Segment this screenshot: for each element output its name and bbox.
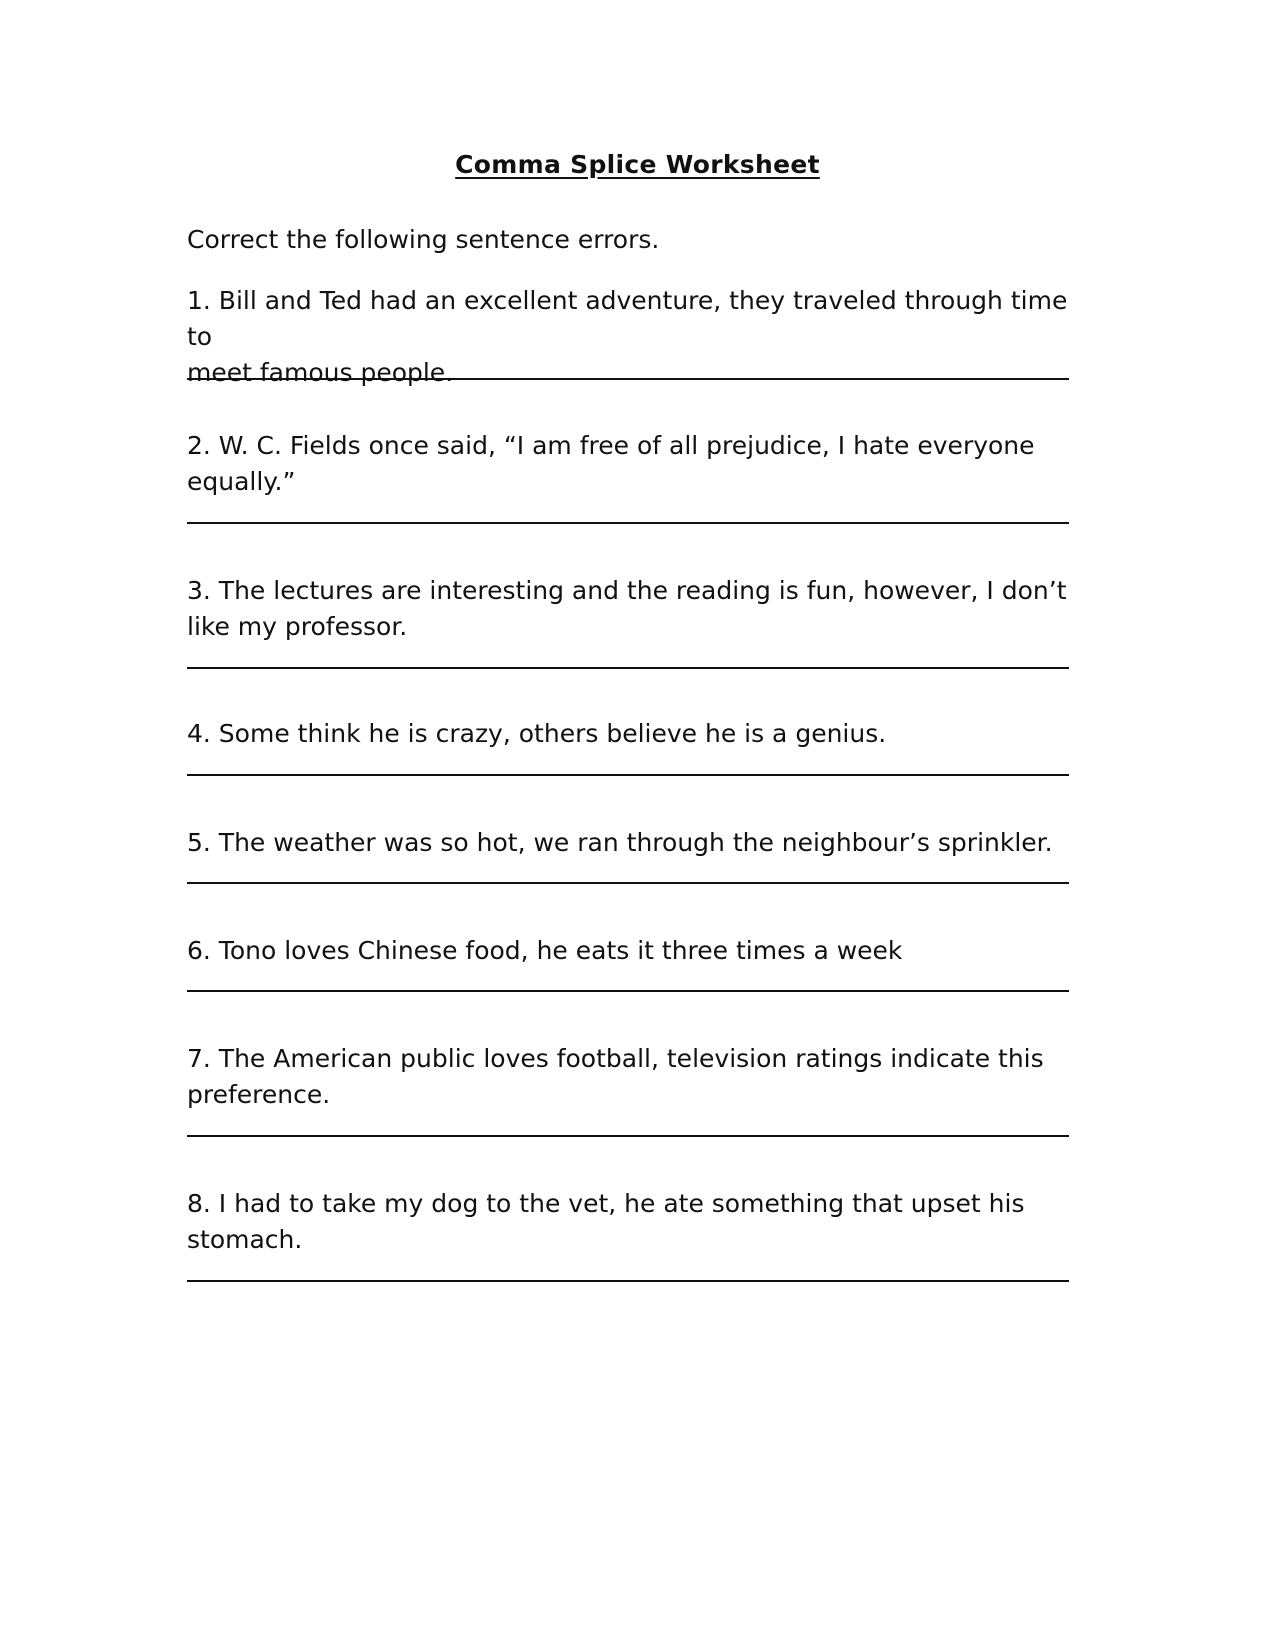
question-2 <box>187 428 1077 500</box>
answer-line-7[interactable] <box>187 1135 1069 1137</box>
question-5 <box>187 825 1077 861</box>
answer-line-4[interactable] <box>187 774 1069 776</box>
answer-line-5[interactable] <box>187 882 1069 884</box>
question-8 <box>187 1186 1077 1258</box>
question-text: 3. The lectures are interesting and the reading is fun, however, I don’t like my professor. <box>187 576 1067 641</box>
question-text: 1. Bill and Ted had an excellent adventure, they traveled through time to meet famous people. <box>187 286 1068 387</box>
question-text: 4. Some think he is crazy, others believe he is a genius. <box>187 719 887 748</box>
worksheet-title: Comma Splice Worksheet <box>455 150 820 179</box>
question-text: 6. Tono loves Chinese food, he eats it three times a week <box>187 936 903 965</box>
question-text: 2. W. C. Fields once said, “I am free of all prejudice, I hate everyone equally.” <box>187 431 1035 496</box>
question-4 <box>187 716 1077 752</box>
question-1 <box>187 283 1077 391</box>
answer-line-6[interactable] <box>187 990 1069 992</box>
question-text: 8. I had to take my dog to the vet, he ate something that upset his stomach. <box>187 1189 1025 1254</box>
question-text: 5. The weather was so hot, we ran through the neighbour’s sprinkler. <box>187 828 1053 857</box>
answer-line-3[interactable] <box>187 667 1069 669</box>
answer-line-2[interactable] <box>187 522 1069 524</box>
question-7 <box>187 1041 1077 1113</box>
instructions: Correct the following sentence errors. <box>187 225 660 254</box>
answer-line-8[interactable] <box>187 1280 1069 1282</box>
question-3 <box>187 573 1077 645</box>
answer-line-1[interactable] <box>187 378 1069 380</box>
question-6 <box>187 933 1077 969</box>
question-text: 7. The American public loves football, television ratings indicate this preference. <box>187 1044 1044 1109</box>
